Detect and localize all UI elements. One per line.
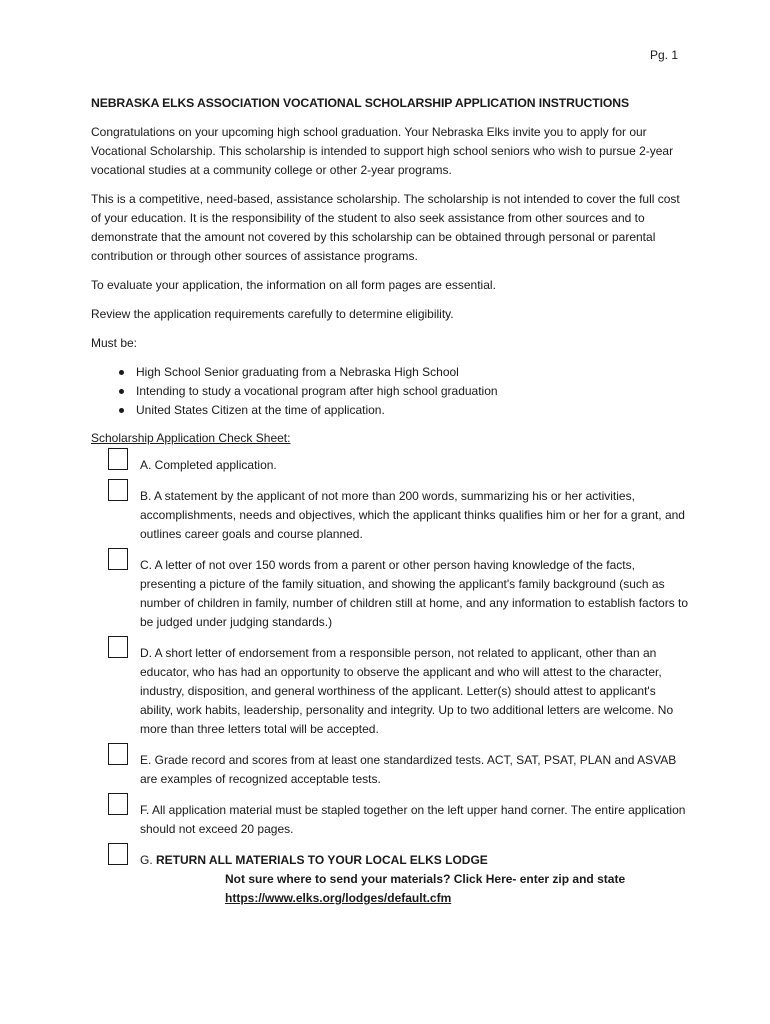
checklist-text-e: E. Grade record and scores from at least one standardized tests. ACT, SAT, PSAT, PLAN and ASVAB are examples of recognized acceptable tests. (140, 753, 677, 786)
lodge-locator-link[interactable]: https://www.elks.org/lodges/default.cfm (225, 891, 452, 905)
review-note: Review the application requirements carefully to determine eligibility. (91, 307, 454, 321)
checkbox-a[interactable] (108, 448, 128, 470)
checklist-text-b: B. A statement by the applicant of not more than 200 words, summarizing his or her activities, accomplishments, needs and objectives, which the applicant thinks qualifies him or her for a grant, and outlines career goals and course planned. (140, 489, 685, 541)
checksheet-heading: Scholarship Application Check Sheet: (91, 431, 291, 445)
checkbox-b[interactable] (108, 479, 128, 501)
checklist-item-g (91, 851, 691, 870)
checklist-item-f (91, 801, 691, 839)
scholarship-description-paragraph: This is a competitive, need-based, assistance scholarship. The scholarship is not intended to cover the full cost of your education. It is the responsibility of the student to also seek assistance from other sources and to demonstrate that the amount not covered by this scholarship can be obtained through personal or parental contribution or through other sources of assistance programs. (91, 192, 680, 263)
intro-paragraph: Congratulations on your upcoming high school graduation. Your Nebraska Elks invite you to apply for our Vocational Scholarship. This scholarship is intended to support high school seniors who wish to pursue 2-year vocational studies at a community college or other 2-year programs. (91, 125, 674, 177)
checkbox-f[interactable] (108, 793, 128, 815)
evaluation-note: To evaluate your application, the information on all form pages are essential. (91, 278, 496, 292)
checklist-item-d (91, 644, 691, 739)
document-title: NEBRASKA ELKS ASSOCIATION VOCATIONAL SCHOLARSHIP APPLICATION INSTRUCTIONS (91, 96, 629, 110)
must-be-label: Must be: (91, 336, 138, 350)
checklist-item-e (91, 751, 691, 789)
checkbox-c[interactable] (108, 548, 128, 570)
checkbox-d[interactable] (108, 636, 128, 658)
checklist-text-f: F. All application material must be stapled together on the left upper hand corner. The entire application should not exceed 20 pages. (140, 803, 686, 836)
eligibility-item: United States Citizen at the time of application. (136, 401, 691, 420)
page-number: Pg. 1 (649, 48, 678, 62)
eligibility-item: Intending to study a vocational program after high school graduation (136, 382, 691, 401)
checklist-item-b (91, 487, 691, 544)
item-g-prefix: G. (140, 853, 157, 867)
checklist-text-d: D. A short letter of endorsement from a responsible person, not related to applicant, other than an educator, who has had an opportunity to observe the applicant and who will attest to the character, industry, disposition, and general worthiness of the applicant. Letter(s) should attest to applicant's ability, work habits, leadership, personality and integrity. Up to two additional letters are welcome. No more than three letters total will be accepted. (140, 646, 674, 736)
checklist-item-a (91, 456, 691, 475)
eligibility-item: High School Senior graduating from a Nebraska High School (136, 363, 691, 382)
return-materials-instruction: RETURN ALL MATERIALS TO YOUR LOCAL ELKS LODGE (156, 853, 488, 867)
instructions-document (91, 94, 691, 908)
checklist-text-a: A. Completed application. (140, 458, 277, 472)
checkbox-g[interactable] (108, 843, 128, 865)
lodge-locator-note: Not sure where to send your materials? Click Here- enter zip and state (225, 872, 626, 886)
lodge-locator (91, 870, 691, 908)
checklist-item-c (91, 556, 691, 632)
checklist-text-c: C. A letter of not over 150 words from a parent or other person having knowledge of the facts, presenting a picture of the family situation, and showing the applicant's family background (such as number of children in family, number of children still at home, and any information to establish factors to be judged under judging standards.) (140, 558, 689, 629)
eligibility-list (91, 363, 691, 420)
checkbox-e[interactable] (108, 743, 128, 765)
checklist-text-g (136, 851, 691, 870)
